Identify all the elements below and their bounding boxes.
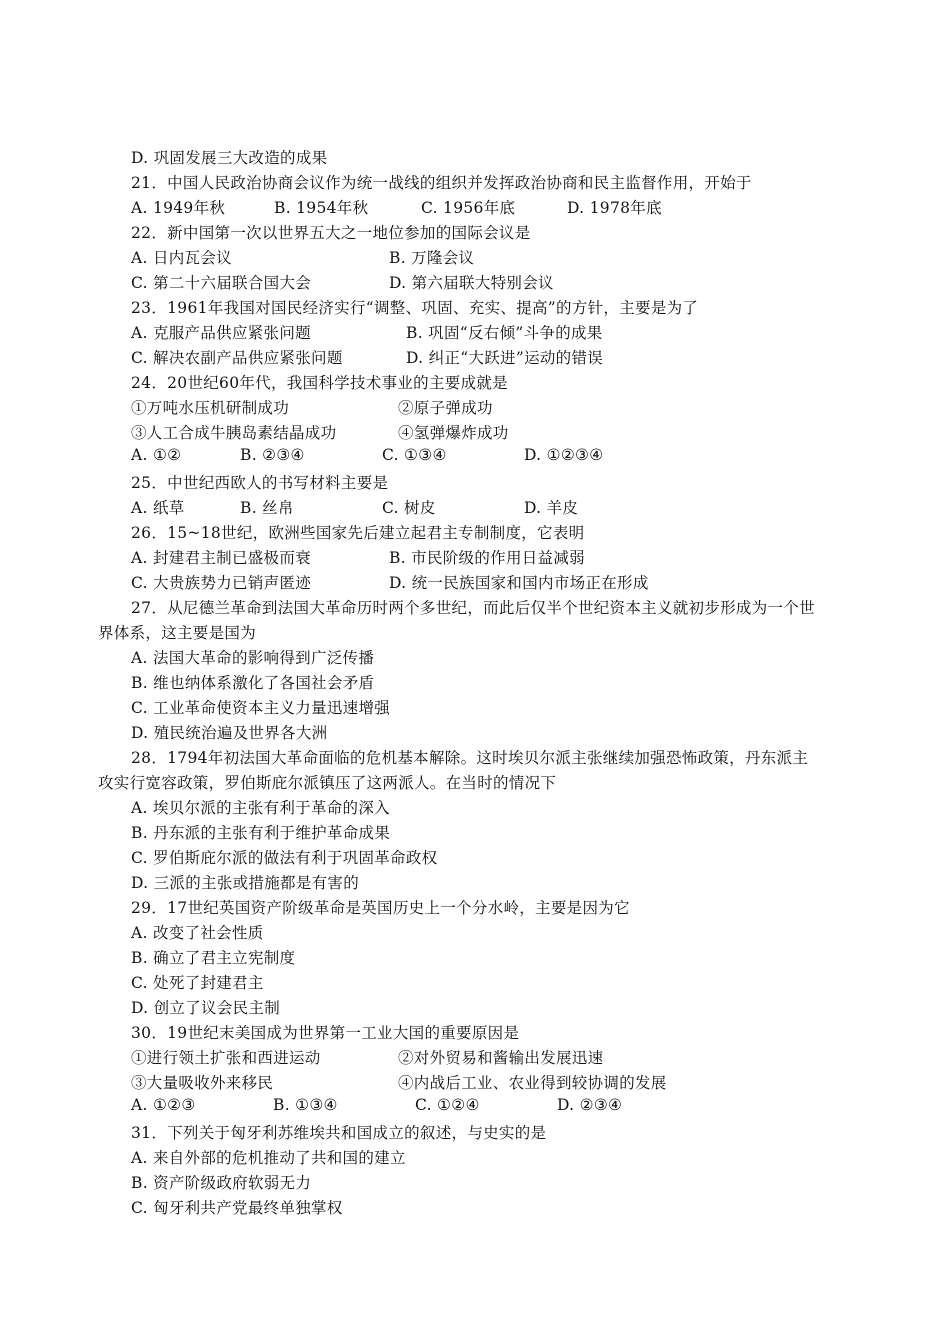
q21-option-d: D. 1978年底 <box>567 199 662 217</box>
q30-option-c: C. ①②④ <box>415 1096 480 1114</box>
question-26: 26．15~18世纪，欧洲些国家先后建立起君主专制制度，它表明 <box>131 524 585 542</box>
q25-option-b: B. 丝帛 <box>240 499 294 517</box>
q24-option-d: D. ①②③④ <box>524 446 604 464</box>
question-28: 28．1794年初法国大革命面临的危机基本解除。这时埃贝尔派主张继续加强恐怖政策，丹东派主 <box>131 749 809 767</box>
q22-option-c: C. 第二十六届联合国大会 <box>131 274 312 292</box>
q21-option-b: B. 1954年秋 <box>274 199 369 217</box>
q23-option-d: D. 纠正“大跃进”运动的错误 <box>406 349 604 367</box>
q28-option-c: C. 罗伯斯庇尔派的做法有利于巩固革命政权 <box>131 849 438 867</box>
q29-option-c: C. 处死了封建君主 <box>131 974 264 992</box>
q25-option-c: C. 树皮 <box>382 499 436 517</box>
q28-option-a: A. 埃贝尔派的主张有利于革命的深入 <box>131 799 390 817</box>
question-21: 21．中国人民政治协商会议作为统一战线的组织并发挥政治协商和民主监督作用，开始于 <box>131 174 752 192</box>
q23-option-c: C. 解决农副产品供应紧张问题 <box>131 349 343 367</box>
question-29: 29．17世纪英国资产阶级革命是英国历史上一个分水岭，主要是因为它 <box>131 899 630 917</box>
q26-option-d: D. 统一民族国家和国内市场正在形成 <box>389 574 649 592</box>
question-31: 31．下列关于匈牙利苏维埃共和国成立的叙述，与史实的是 <box>131 1124 547 1142</box>
q26-option-a: A. 封建君主制已盛极而衰 <box>131 549 311 567</box>
q31-option-c: C. 匈牙利共产党最终单独掌权 <box>131 1199 343 1217</box>
q26-option-c: C. 大贵族势力已销声匿迹 <box>131 574 312 592</box>
q24-option-b: B. ②③④ <box>240 446 305 464</box>
q24-item-3: ③人工合成牛胰岛素结晶成功 <box>131 424 337 442</box>
question-30: 30．19世纪末美国成为世界第一工业大国的重要原因是 <box>131 1024 520 1042</box>
q30-item-3: ③大量吸收外来移民 <box>131 1074 274 1092</box>
q24-option-a: A. ①② <box>131 446 182 464</box>
q24-option-c: C. ①③④ <box>382 446 447 464</box>
q27-option-b: B. 维也纳体系激化了各国社会矛盾 <box>131 674 375 692</box>
question-25: 25．中世纪西欧人的书写材料主要是 <box>131 474 389 492</box>
question-28-cont: 攻实行宽容政策，罗伯斯庇尔派镇压了这两派人。在当时的情况下 <box>98 774 557 792</box>
question-22: 22．新中国第一次以世界五大之一地位参加的国际会议是 <box>131 224 531 242</box>
q29-option-d: D. 创立了议会民主制 <box>131 999 281 1017</box>
q30-option-b: B. ①③④ <box>273 1096 338 1114</box>
q21-option-a: A. 1949年秋 <box>131 199 226 217</box>
q24-item-1: ①万吨水压机研制成功 <box>131 399 290 417</box>
q30-item-4: ④内战后工业、农业得到较协调的发展 <box>398 1074 667 1092</box>
question-27-cont: 界体系，这主要是国为 <box>98 624 257 642</box>
q31-option-b: B. 资产阶级政府软弱无力 <box>131 1174 312 1192</box>
q31-option-a: A. 来自外部的危机推动了共和国的建立 <box>131 1149 406 1167</box>
q29-option-b: B. 确立了君主立宪制度 <box>131 949 296 967</box>
q22-option-a: A. 日内瓦会议 <box>131 249 232 267</box>
q25-option-d: D. 羊皮 <box>524 499 579 517</box>
q22-option-b: B. 万隆会议 <box>389 249 475 267</box>
q28-option-d: D. 三派的主张或措施都是有害的 <box>131 874 360 892</box>
q28-option-b: B. 丹东派的主张有利于维护革命成果 <box>131 824 391 842</box>
q30-option-d: D. ②③④ <box>557 1096 623 1114</box>
question-24: 24．20世纪60年代，我国科学技术事业的主要成就是 <box>131 374 508 392</box>
q27-option-c: C. 工业革命使资本主义力量迅速增强 <box>131 699 391 717</box>
question-27: 27．从尼德兰革命到法国大革命历时两个多世纪，而此后仅半个世纪资本主义就初步形成为一个世 <box>131 599 815 617</box>
q26-option-b: B. 市民阶级的作用日益减弱 <box>389 549 585 567</box>
q24-item-4: ④氢弹爆炸成功 <box>398 424 509 442</box>
q27-option-d: D. 殖民统治遍及世界各大洲 <box>131 724 328 742</box>
q30-item-2: ②对外贸易和酱输出发展迅速 <box>398 1049 604 1067</box>
q22-option-d: D. 第六届联大特别会议 <box>389 274 554 292</box>
q29-option-a: A. 改变了社会性质 <box>131 924 264 942</box>
q21-option-c: C. 1956年底 <box>421 199 516 217</box>
q23-option-a: A. 克服产品供应紧张问题 <box>131 324 311 342</box>
question-23: 23．1961年我国对国民经济实行“调整、巩固、充实、提高”的方针，主要是为了 <box>131 299 699 317</box>
q25-option-a: A. 纸草 <box>131 499 185 517</box>
q30-item-1: ①进行领土扩张和西进运动 <box>131 1049 321 1067</box>
q30-option-a: A. ①②③ <box>131 1096 196 1114</box>
q20-option-d: D. 巩固发展三大改造的成果 <box>131 149 328 167</box>
q24-item-2: ②原子弹成功 <box>398 399 493 417</box>
q23-option-b: B. 巩固“反右倾”斗争的成果 <box>406 324 603 342</box>
q27-option-a: A. 法国大革命的影响得到广泛传播 <box>131 649 375 667</box>
